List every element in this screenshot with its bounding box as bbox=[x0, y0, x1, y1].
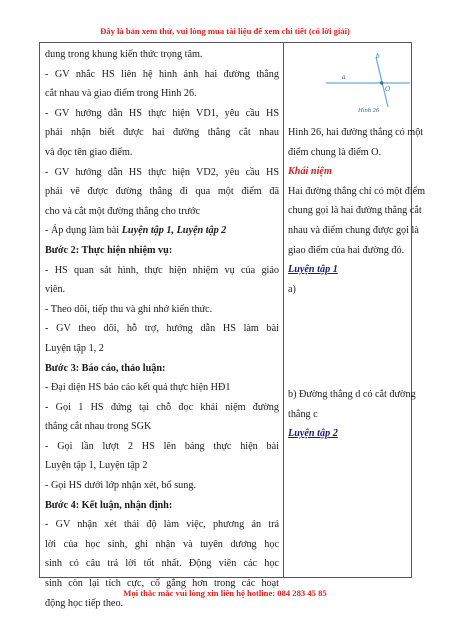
text-line: Hai đường thẳng chỉ có một điểm bbox=[288, 185, 426, 197]
concept-title: Khái niệm bbox=[288, 166, 332, 178]
text-line: phải nhận biết được hai đường thẳng cắt nhau bbox=[45, 127, 279, 139]
right-text-block bbox=[288, 123, 426, 299]
text-line: giao điểm của hai đường đó. bbox=[288, 244, 405, 256]
point-o bbox=[380, 81, 383, 84]
text-line: - Theo dõi, tiếp thu và ghi nhớ kiến thức. bbox=[45, 303, 213, 315]
label-a: a bbox=[342, 73, 346, 81]
intersecting-lines-figure bbox=[324, 49, 414, 115]
text-line: Hình 26, hai đường thẳng có một bbox=[288, 127, 424, 138]
text-line: động học tiếp theo. bbox=[45, 597, 124, 609]
text-line: viên. bbox=[45, 284, 66, 296]
label-o: O bbox=[385, 85, 391, 93]
text-line: - GV hướng dẫn HS thực hiện VD1, yêu cầu HS bbox=[45, 107, 279, 119]
preview-banner: Đây là bản xem thử, vui lòng mua tài liệu để xem chi tiết (có lời giải) bbox=[100, 26, 350, 36]
step-4-heading: Bước 4: Kết luận, nhận định: bbox=[45, 499, 173, 511]
figure-caption: Hình 26 bbox=[358, 107, 380, 114]
text-line: - GV hướng dẫn HS thực hiện VD2, yêu cầu HS bbox=[45, 166, 279, 178]
text-line: - Gọi HS dưới lớp nhận xét, bổ sung. bbox=[45, 480, 196, 492]
concept-heading bbox=[288, 162, 407, 182]
text-line: sinh còn lại tích cực, cố gắng hơn trong các hoạt bbox=[45, 578, 279, 590]
text-line: điểm chung là điểm O. bbox=[288, 146, 382, 158]
exercise-heading bbox=[288, 424, 407, 444]
text-line: a) bbox=[288, 283, 296, 295]
text-line: - Đại diện HS báo cáo kết quả thực hiện HĐ1 bbox=[45, 382, 231, 394]
hotline-banner: Mọi thắc mắc vui lòng xin liên hệ hotline: 084 283 45 85 bbox=[123, 588, 327, 598]
text-line: - HS quan sát hình, thực hiện nhiệm vụ của giáo bbox=[45, 264, 279, 276]
step-heading bbox=[45, 359, 279, 379]
label-b: b bbox=[376, 52, 380, 60]
exercise-2-title: Luyện tập 2 bbox=[288, 428, 338, 440]
right-text-block-2 bbox=[288, 385, 416, 444]
exercise-1-title: Luyện tập 1 bbox=[288, 264, 338, 276]
text-line: - GV nhắc HS liên hệ hình ảnh hai đường thẳng bbox=[45, 68, 279, 80]
text-line: cắt nhau và giao điểm trong Hình 26. bbox=[45, 88, 197, 100]
text-line: lời của học sinh, ghi nhận và tuyên dương học bbox=[45, 538, 279, 550]
text-line: thẳng c bbox=[288, 408, 318, 420]
text-line: sinh có câu trả lời tốt nhất. Động viên các học bbox=[45, 558, 279, 570]
exercise-heading bbox=[288, 260, 407, 280]
text-line bbox=[45, 221, 279, 241]
text-span: - Áp dụng làm bài bbox=[45, 225, 122, 237]
text-line: - Gọi lần lượt 2 HS lên bảng thực hiện bài bbox=[45, 440, 279, 452]
text-line: và đọc tên giao điểm. bbox=[45, 146, 133, 158]
step-3-heading: Bước 3: Báo cáo, thảo luận: bbox=[45, 362, 166, 374]
text-line: Luyện tập 1, Luyện tập 2 bbox=[45, 460, 148, 472]
text-line: cho và cắt một đường thẳng cho trước bbox=[45, 205, 201, 217]
text-line: b) Đường thẳng d có cắt đường bbox=[288, 389, 416, 400]
text-line: nhau và điểm chung được gọi là bbox=[288, 224, 419, 236]
step-heading bbox=[45, 241, 279, 261]
text-line: thẳng cắt nhau trong SGK bbox=[45, 421, 152, 433]
text-line: phải vẽ được đường thẳng đi qua một điểm đã bbox=[45, 186, 279, 198]
text-line: dung trong khung kiến thức trọng tâm. bbox=[45, 49, 203, 60]
text-line: - GV theo dõi, hỗ trợ, hướng dẫn HS làm bài bbox=[45, 323, 279, 335]
text-line: - Gọi 1 HS đứng tại chỗ đọc khái niệm đường bbox=[45, 401, 279, 413]
text-line: chung gọi là hai đường thẳng cắt bbox=[288, 205, 422, 217]
text-line: - GV nhận xét thái độ làm việc, phương án trả bbox=[45, 519, 279, 531]
step-heading bbox=[45, 496, 279, 516]
exercise-ref: Luyện tập 1, Luyện tập 2 bbox=[121, 225, 227, 237]
student-products-column bbox=[284, 43, 426, 577]
text-line: Luyện tập 1, 2 bbox=[45, 342, 104, 354]
step-2-heading: Bước 2: Thực hiện nhiệm vụ: bbox=[45, 244, 173, 256]
